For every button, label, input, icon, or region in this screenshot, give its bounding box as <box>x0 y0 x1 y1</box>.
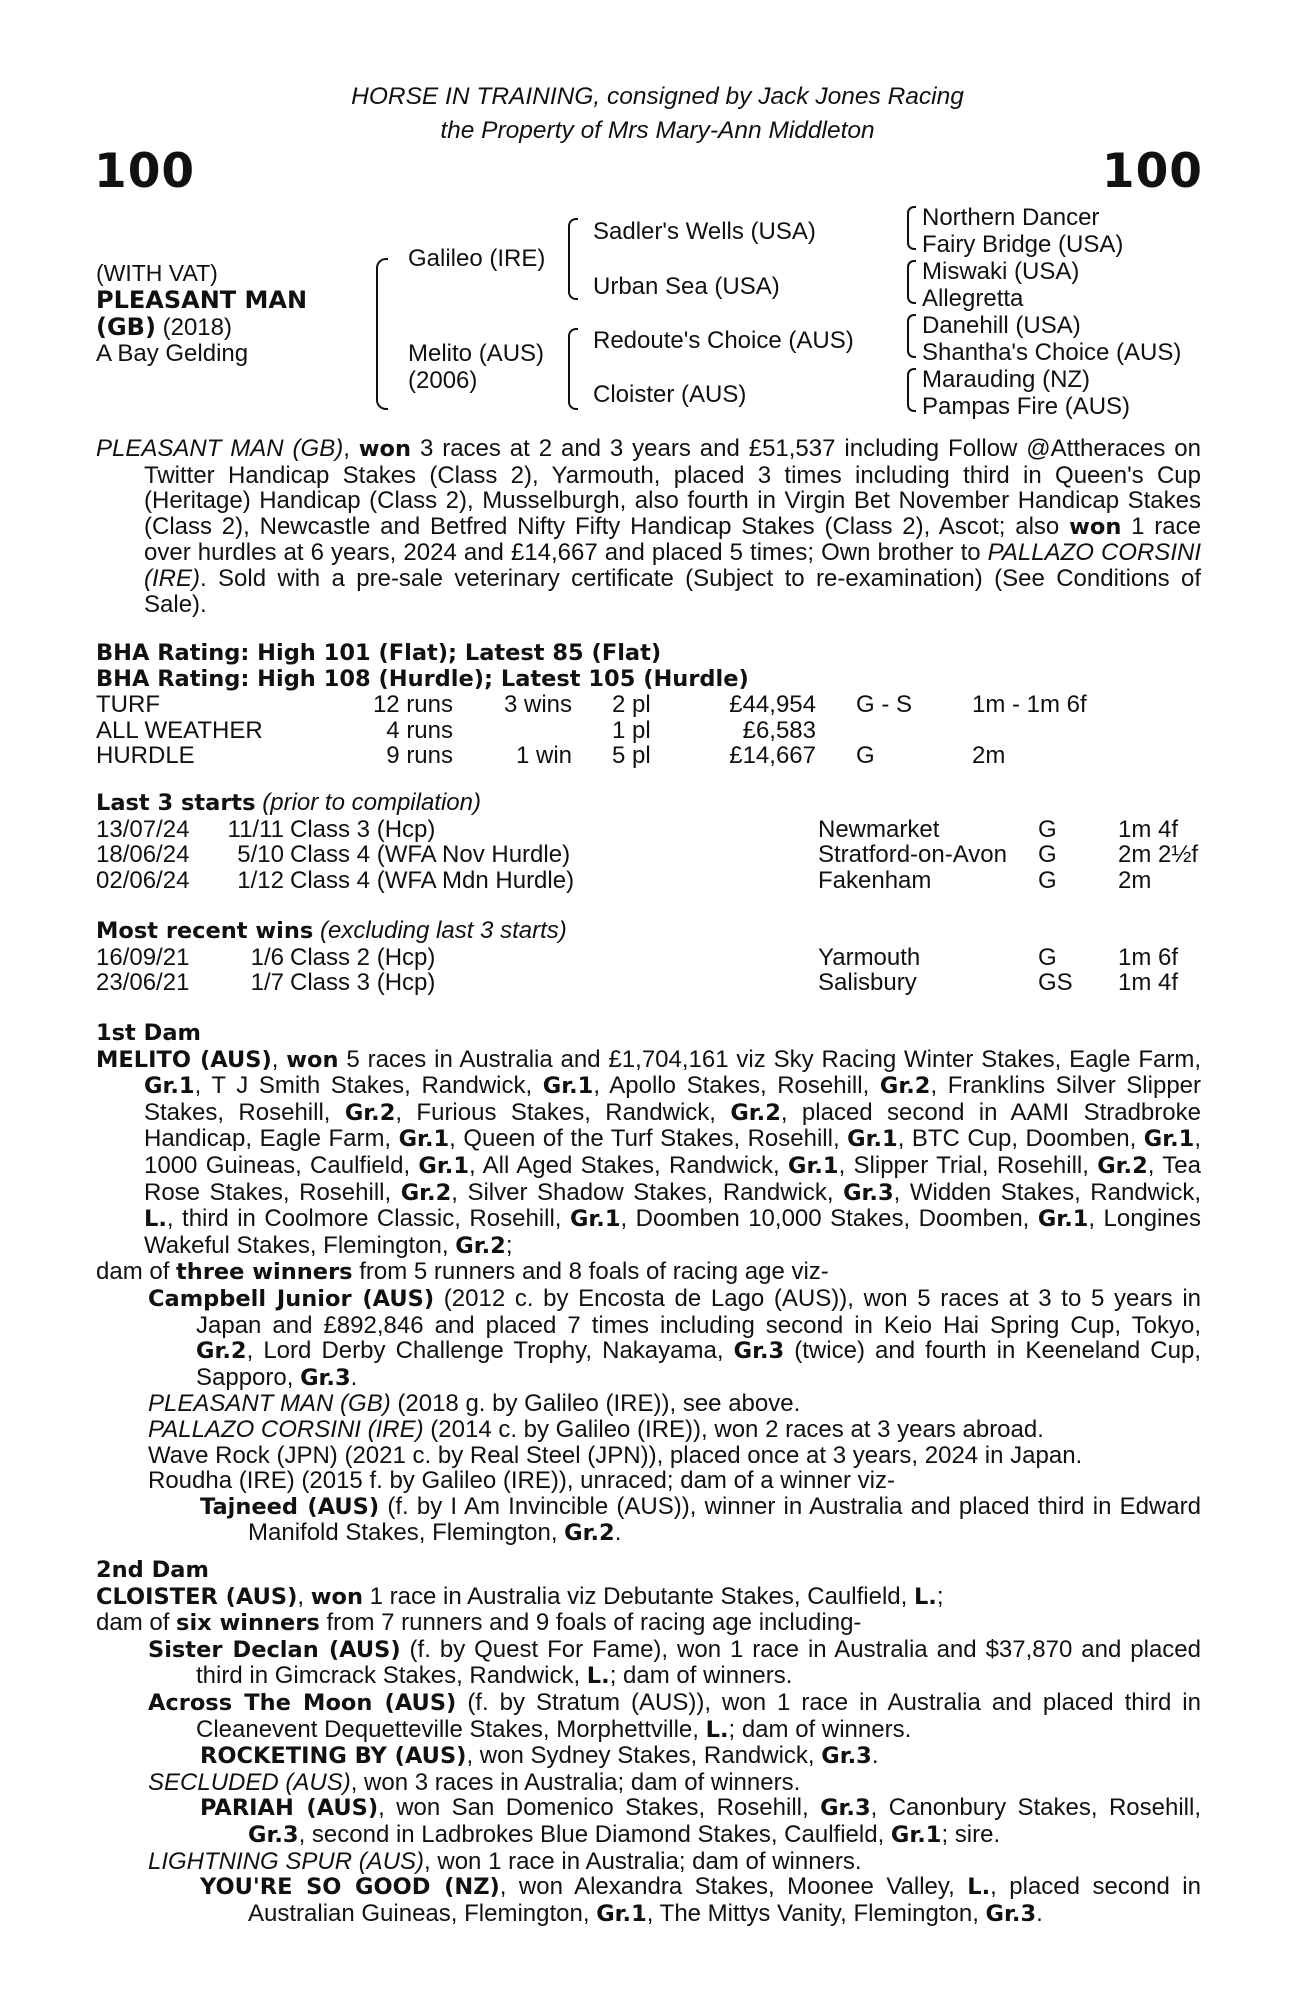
d1-g1: Gr.1 <box>144 1073 195 1100</box>
record-row <box>96 743 1201 769</box>
d1-t3: , Apollo Stakes, Rosehill, <box>593 1072 880 1100</box>
first-dam-won: won <box>286 1046 339 1073</box>
p2-t: (2018 g. by Galileo (IRE)), see above. <box>390 1390 801 1418</box>
pedigree-brace-ds <box>907 314 916 358</box>
d1-t12: , Tea Rose Stakes, Rosehill, <box>144 1151 1201 1206</box>
last3-race: Class 3 (Hcp) <box>290 815 436 843</box>
second-dam-produce-intro <box>96 1610 1201 1637</box>
p2-name: PLEASANT MAN (GB) <box>148 1390 391 1418</box>
pedigree-brace-sd <box>907 260 916 304</box>
d1-t4: , Franklins Silver Slipper Stakes, Rosehill, <box>144 1072 1201 1126</box>
last3-going: G <box>1038 841 1057 869</box>
recent-row <box>96 945 1201 971</box>
q5-g2: Gr.3 <box>248 1821 299 1848</box>
q6-name: LIGHTNING SPUR (AUS) <box>148 1847 425 1875</box>
q5-t4: ; sire. <box>941 1820 1001 1848</box>
last3-race: Class 4 (WFA Nov Hurdle) <box>290 841 571 869</box>
d1-g5: Gr.2 <box>730 1099 781 1126</box>
d1-g16: Gr.1 <box>1037 1206 1089 1233</box>
produce-lightning-spur <box>96 1849 1201 1875</box>
horse-year: (2018) <box>162 314 232 341</box>
last-three-starts <box>96 790 1201 893</box>
last3-course: Stratford-on-Avon <box>818 841 1007 869</box>
q5-t2: , Canonbury Stakes, Rosehill, <box>870 1794 1201 1822</box>
pedigree-brace-dd <box>907 368 916 412</box>
q5-t3: , second in Ladbrokes Blue Diamond Stakes, Caulfield, <box>298 1820 891 1848</box>
d1-g13: Gr.3 <box>843 1179 894 1206</box>
sire-sire: Sadler's Wells (USA) <box>593 218 816 245</box>
p6-t1: (f. by I Am Invincible (AUS)), winner in Australia and placed third in Edward Manifold Stakes, Flemington, <box>248 1492 1201 1547</box>
d2-g1: L. <box>913 1583 937 1610</box>
record-runs: 4 runs <box>386 716 453 744</box>
q7-t4: . <box>1036 1899 1043 1927</box>
q3-t1: , won Sydney Stakes, Randwick, <box>466 1742 822 1770</box>
recent-course: Salisbury <box>818 969 917 997</box>
d1-g15: Gr.1 <box>569 1206 621 1233</box>
recent-dist: 1m 6f <box>1118 943 1179 971</box>
summary-won-2: won <box>1069 513 1122 540</box>
lot-number-left: 100 <box>94 144 196 199</box>
d1-g17: Gr.2 <box>455 1232 506 1259</box>
last3-row <box>96 817 1201 843</box>
p1-g1: Gr.2 <box>196 1338 247 1365</box>
second-dam-section <box>96 1558 1201 1927</box>
p1-t1: (2012 c. by Encosta de Lago (AUS)), won 5 races at 3 to 5 years in Japan and £892,846 and placed 7 times including second in Keio Hai Spring Cup, Tokyo, <box>196 1284 1201 1339</box>
d1-g11: Gr.2 <box>1097 1152 1148 1179</box>
q3-g: Gr.3 <box>821 1743 872 1770</box>
record-pl: 1 pl <box>612 716 651 744</box>
d1-t10: , All Aged Stakes, Randwick, <box>468 1151 788 1179</box>
q4-name: SECLUDED (AUS) <box>148 1768 351 1796</box>
dam-sire: Redoute's Choice (AUS) <box>593 327 854 354</box>
ped-sss: Northern Dancer <box>922 204 1100 231</box>
last3-pos: 5/10 <box>237 841 284 869</box>
q6-t: , won 1 race in Australia; dam of winners. <box>424 1847 862 1875</box>
p1-name: Campbell Junior (AUS) <box>148 1285 435 1312</box>
d1-damof: dam of <box>96 1258 177 1286</box>
lot-number-right: 100 <box>1101 144 1203 199</box>
produce-wave-rock: Wave Rock (JPN) (2021 c. by Real Steel (JPN)), placed once at 3 years, 2024 in Japan. <box>148 1441 1083 1469</box>
q5-t1: , won San Domenico Stakes, Rosehill, <box>378 1794 821 1822</box>
recent-date: 16/09/21 <box>96 943 190 971</box>
q2-t1: (f. by Stratum (AUS)), won 1 race in Australia and placed third in Cleanevent Dequetteville Stakes, Morphettville, <box>196 1688 1201 1743</box>
recent-note: (excluding last 3 starts) <box>313 917 567 944</box>
record-prize: £14,667 <box>729 742 816 770</box>
pedigree-brace-sire <box>568 218 578 300</box>
q2-name: Across The Moon (AUS) <box>148 1689 457 1716</box>
q1-g: L. <box>586 1663 610 1690</box>
second-dam-heading: 2nd Dam <box>96 1557 209 1583</box>
q7-g3: Gr.3 <box>985 1900 1037 1927</box>
first-dam-name: MELITO (AUS) <box>96 1046 272 1073</box>
q5-name: PARIAH (AUS) <box>200 1795 379 1822</box>
summary-text-1: 3 races at 2 and 3 years and £51,537 including Follow @Attheraces on Twitter Handicap Stakes (Class 2), Yarmouth, placed 3 times including third in Queen's Cup (Heritage) Handicap (Class 2), Musselburgh, also fourth in Virgin Bet November Handicap Stakes (Class 2), Newcastle and Betfred Nifty Fifty Handicap Stakes (Class 2), Ascot; also <box>144 435 1201 540</box>
d2-t2: ; <box>936 1582 944 1610</box>
sire-dam: Urban Sea (USA) <box>593 273 780 300</box>
q5-g1: Gr.3 <box>820 1795 871 1822</box>
d1-t5: , Furious Stakes, Randwick, <box>395 1098 731 1126</box>
last3-row <box>96 842 1201 868</box>
record-prize: £44,954 <box>729 691 816 719</box>
last3-going: G <box>1038 815 1057 843</box>
vat-label: (WITH VAT) <box>96 260 218 286</box>
recent-title: Most recent wins <box>96 918 314 944</box>
d2-damof2: from 7 runners and 9 foals of racing age including- <box>319 1609 862 1637</box>
recent-course: Yarmouth <box>818 943 921 971</box>
d1-winners: three winners <box>176 1259 353 1286</box>
p6-t2: . <box>614 1519 622 1547</box>
consignor-line: HORSE IN TRAINING, consigned by Jack Jones Racing <box>351 83 964 110</box>
q3-name: ROCKETING BY (AUS) <box>200 1743 467 1770</box>
p1-t2: , Lord Derby Challenge Trophy, Nakayama, <box>246 1337 734 1365</box>
d1-t14: , Widden Stakes, Randwick, <box>893 1178 1202 1206</box>
ped-dds: Marauding (NZ) <box>922 366 1091 393</box>
owner-line: the Property of Mrs Mary-Ann Middleton <box>440 117 875 144</box>
last3-row <box>96 868 1201 894</box>
last3-race: Class 4 (WFA Mdn Hurdle) <box>290 866 575 894</box>
d1-t18: ; <box>505 1231 513 1259</box>
recent-going: GS <box>1038 969 1073 997</box>
d1-g2: Gr.1 <box>542 1073 594 1100</box>
sire: Galileo (IRE) <box>408 245 546 272</box>
recent-date: 23/06/21 <box>96 969 190 997</box>
produce-across-the-moon <box>96 1690 1201 1743</box>
ped-ssd: Fairy Bridge (USA) <box>922 231 1124 258</box>
ped-sdd: Allegretta <box>922 285 1024 312</box>
ped-dsd: Shantha's Choice (AUS) <box>922 339 1182 366</box>
record-wins: 1 win <box>515 742 572 770</box>
produce-campbell-junior <box>96 1286 1201 1391</box>
d2-t1: 1 race in Australia viz Debutante Stakes, Caulfield, <box>363 1582 914 1610</box>
record-runs: 12 runs <box>372 691 453 719</box>
d2-winners: six winners <box>176 1610 320 1637</box>
d1-g7: Gr.1 <box>847 1126 898 1153</box>
pedigree-brace-main <box>376 258 388 410</box>
p1-t4: . <box>350 1363 358 1391</box>
last3-date: 13/07/24 <box>96 815 190 843</box>
record-surface: ALL WEATHER <box>96 716 263 744</box>
produce-pariah <box>96 1795 1201 1848</box>
q7-g1: L. <box>967 1874 991 1901</box>
produce-youre-so-good <box>96 1874 1201 1927</box>
race-record-table <box>96 692 1201 769</box>
d1-t8: , BTC Cup, Doomben, <box>897 1125 1144 1153</box>
last3-going: G <box>1038 866 1057 894</box>
dam-dam: Cloister (AUS) <box>593 381 747 408</box>
p3-name: PALLAZO CORSINI (IRE) <box>148 1415 424 1443</box>
d1-t1: 5 races in Australia and £1,704,161 viz Sky Racing Winter Stakes, Eagle Farm, <box>338 1045 1202 1073</box>
p1-g2: Gr.3 <box>733 1338 785 1365</box>
recent-table <box>96 945 1201 996</box>
record-runs: 9 runs <box>386 742 453 770</box>
q7-name: YOU'RE SO GOOD (NZ) <box>200 1874 500 1901</box>
recent-dist: 1m 4f <box>1118 969 1179 997</box>
d1-t11: , Slipper Trial, Rosehill, <box>838 1151 1098 1179</box>
d2-won: won <box>310 1583 363 1610</box>
d1-t7: , Queen of the Turf Stakes, Rosehill, <box>449 1125 848 1153</box>
produce-pallazo-corsini <box>96 1417 1201 1443</box>
record-wins: 3 wins <box>503 691 572 719</box>
q7-t1: , won Alexandra Stakes, Moonee Valley, <box>499 1873 968 1901</box>
d1-g14: L. <box>144 1206 167 1233</box>
d1-t17: , Longines Wakeful Stakes, Flemington, <box>144 1205 1201 1259</box>
dam-year: (2006) <box>408 367 478 394</box>
recent-race: Class 2 (Hcp) <box>290 943 436 971</box>
d1-t2: , T J Smith Stakes, Randwick, <box>194 1072 543 1100</box>
last3-dist: 2m 2½f <box>1118 841 1199 869</box>
d1-t16: , Doomben 10,000 Stakes, Doomben, <box>620 1205 1038 1233</box>
p6-g: Gr.2 <box>564 1520 615 1547</box>
record-surface: HURDLE <box>96 742 195 770</box>
d1-g6: Gr.1 <box>398 1126 450 1153</box>
d1-t13: , Silver Shadow Stakes, Randwick, <box>451 1178 844 1206</box>
record-row <box>96 718 1201 744</box>
recent-pos: 1/6 <box>250 943 284 971</box>
produce-rocketing-by <box>96 1743 1201 1770</box>
horse-name: PLEASANT MAN <box>96 286 308 314</box>
last3-title: Last 3 starts <box>96 790 256 816</box>
d2-damof: dam of <box>96 1609 177 1637</box>
horse-description: A Bay Gelding <box>96 340 249 367</box>
produce-pleasant-man <box>96 1391 1201 1417</box>
last3-note: (prior to compilation) <box>255 789 481 816</box>
last3-dist: 2m <box>1118 866 1152 894</box>
summary-won: won <box>358 436 412 462</box>
last3-pos: 1/12 <box>237 866 284 894</box>
ped-dss: Danehill (USA) <box>922 312 1081 339</box>
pedigree-brace-dam <box>568 328 578 410</box>
d1-damof2: from 5 runners and 8 foals of racing age viz- <box>352 1258 829 1286</box>
p1-t3: (twice) and fourth in Keeneland Cup, Sapporo, <box>196 1337 1202 1391</box>
q1-t2: ; dam of winners. <box>609 1662 793 1690</box>
last3-date: 18/06/24 <box>96 841 190 869</box>
last3-pos: 11/11 <box>227 815 284 843</box>
q4-t: , won 3 races in Australia; dam of winners. <box>350 1768 801 1796</box>
first-dam-heading: 1st Dam <box>96 1020 201 1046</box>
d1-g9: Gr.1 <box>418 1152 469 1179</box>
recent-row <box>96 970 1201 996</box>
d1-g3: Gr.2 <box>879 1073 931 1100</box>
q7-g2: Gr.1 <box>596 1900 647 1927</box>
d1-g4: Gr.2 <box>344 1099 396 1126</box>
produce-tajneed <box>96 1494 1201 1547</box>
recent-going: G <box>1038 943 1057 971</box>
last3-table <box>96 817 1201 894</box>
d1-g8: Gr.1 <box>1143 1126 1195 1153</box>
record-going: G - S <box>856 691 913 719</box>
q3-t2: . <box>871 1742 879 1770</box>
recent-race: Class 3 (Hcp) <box>290 969 436 997</box>
pedigree-brace-ss <box>907 206 916 250</box>
d1-t6: , placed second in AAMI Stradbroke Handicap, Eagle Farm, <box>144 1098 1201 1153</box>
horse-summary: PLEASANT MAN (GB), won 3 races at 2 and 3 years and £51,537 including Follow @Attheraces on Twitter Handicap Stakes (Class 2), Yarmouth, placed 3 times including third in Queen's Cup (Heritage) Handicap (Class 2), Musselburgh, also fourth in Virgin Bet November Handicap Stakes (Class 2), Newcastle and Betfred Nifty Fifty Handicap Stakes (Class 2), Ascot; also won 1 race over hurdles at 6 years, 2024 and £14,667 and placed 5 times; Own brother to PALLAZO CORSINI (IRE). Sold with a pre-sale veterinary certificate (Subject to re-examination) (See Conditions of Sale). <box>96 435 1201 618</box>
record-going: G <box>856 742 875 770</box>
summary-brother: PALLAZO CORSINI (IRE) <box>144 539 1201 592</box>
p6-name: Tajneed (AUS) <box>200 1493 380 1520</box>
summary-horse-name: PLEASANT MAN (GB) <box>96 435 344 462</box>
record-dist: 1m - 1m 6f <box>972 691 1087 719</box>
recent-pos: 1/7 <box>250 969 284 997</box>
produce-roudha: Roudha (IRE) (2015 f. by Galileo (IRE)), unraced; dam of a winner viz- <box>148 1467 895 1495</box>
horse-origin-year <box>96 313 232 342</box>
record-row <box>96 692 1201 718</box>
last3-date: 02/06/24 <box>96 866 190 894</box>
q7-t2: , placed second in Australian Guineas, Flemington, <box>248 1873 1201 1927</box>
ped-sds: Miswaki (USA) <box>922 258 1080 285</box>
q2-t2: ; dam of winners. <box>728 1715 912 1743</box>
dam: Melito (AUS) <box>408 340 545 367</box>
q5-g3: Gr.1 <box>890 1821 942 1848</box>
first-dam-produce-intro <box>96 1259 1201 1286</box>
ratings-block <box>96 641 1201 769</box>
first-dam-record: MELITO (AUS), won 5 races in Australia and £1,704,161 viz Sky Racing Winter Stakes, Eagle Farm, Gr.1, T J Smith Stakes, Randwick, Gr.1, Apollo Stakes, Rosehill, Gr.2, Franklins Silver Slipper Stakes, Rosehill, Gr.2, Furious Stakes, Randwick, Gr.2, placed second in AAMI Stradbroke Handicap, Eagle Farm, Gr.1, Queen of the Turf Stakes, Rosehill, Gr.1, BTC Cup, Doomben, Gr.1, 1000 Guineas, Caulfield, Gr.1, All Aged Stakes, Randwick, Gr.1, Slipper Trial, Rosehill, Gr.2, Tea Rose Stakes, Rosehill, Gr.2, Silver Shadow Stakes, Randwick, Gr.3, Widden Stakes, Randwick, L., third in Coolmore Classic, Rosehill, Gr.1, Doomben 10,000 Stakes, Doomben, Gr.1, Longines Wakeful Stakes, Flemington, Gr.2; <box>96 1045 1202 1259</box>
most-recent-wins <box>96 918 1201 996</box>
rating-hurdle: BHA Rating: High 108 (Hurdle); Latest 105 (Hurdle) <box>96 665 749 692</box>
ped-ddd: Pampas Fire (AUS) <box>922 393 1131 420</box>
summary-text-3: . Sold with a pre-sale veterinary certificate (Subject to re-examination) (See Conditions of Sale). <box>144 564 1201 618</box>
second-dam-name: CLOISTER (AUS) <box>96 1583 298 1610</box>
q2-g: L. <box>705 1716 729 1743</box>
last3-course: Fakenham <box>818 866 932 894</box>
summary-text-2: 1 race over hurdles at 6 years, 2024 and £14,667 and placed 5 times; Own brother to <box>144 512 1201 567</box>
last3-course: Newmarket <box>818 815 940 843</box>
record-pl: 2 pl <box>612 691 651 719</box>
produce-secluded <box>96 1770 1201 1796</box>
record-pl: 5 pl <box>612 742 651 770</box>
p3-t: (2014 c. by Galileo (IRE)), won 2 races at 3 years abroad. <box>423 1415 1044 1443</box>
q7-t3: , The Mittys Vanity, Flemington, <box>646 1899 986 1927</box>
q1-name: Sister Declan (AUS) <box>148 1636 401 1663</box>
d1-g12: Gr.2 <box>400 1179 452 1206</box>
first-dam-section <box>96 1021 1201 1547</box>
last3-dist: 1m 4f <box>1118 815 1179 843</box>
produce-sister-declan <box>96 1637 1201 1690</box>
second-dam-record: CLOISTER (AUS), won 1 race in Australia viz Debutante Stakes, Caulfield, L.; <box>96 1582 944 1610</box>
q1-t1: (f. by Quest For Fame), won 1 race in Australia and $37,870 and placed third in Gimcrack Stakes, Randwick, <box>196 1635 1201 1690</box>
d1-g10: Gr.1 <box>788 1152 839 1179</box>
d1-t9: , 1000 Guineas, Caulfield, <box>144 1125 1202 1179</box>
p1-g3: Gr.3 <box>300 1364 351 1391</box>
record-dist: 2m <box>972 742 1006 770</box>
horse-origin: (GB) <box>96 313 156 341</box>
record-surface: TURF <box>96 691 160 719</box>
d1-t15: , third in Coolmore Classic, Rosehill, <box>166 1205 570 1233</box>
rating-flat: BHA Rating: High 101 (Flat); Latest 85 (Flat) <box>96 640 662 666</box>
record-prize: £6,583 <box>742 716 816 744</box>
